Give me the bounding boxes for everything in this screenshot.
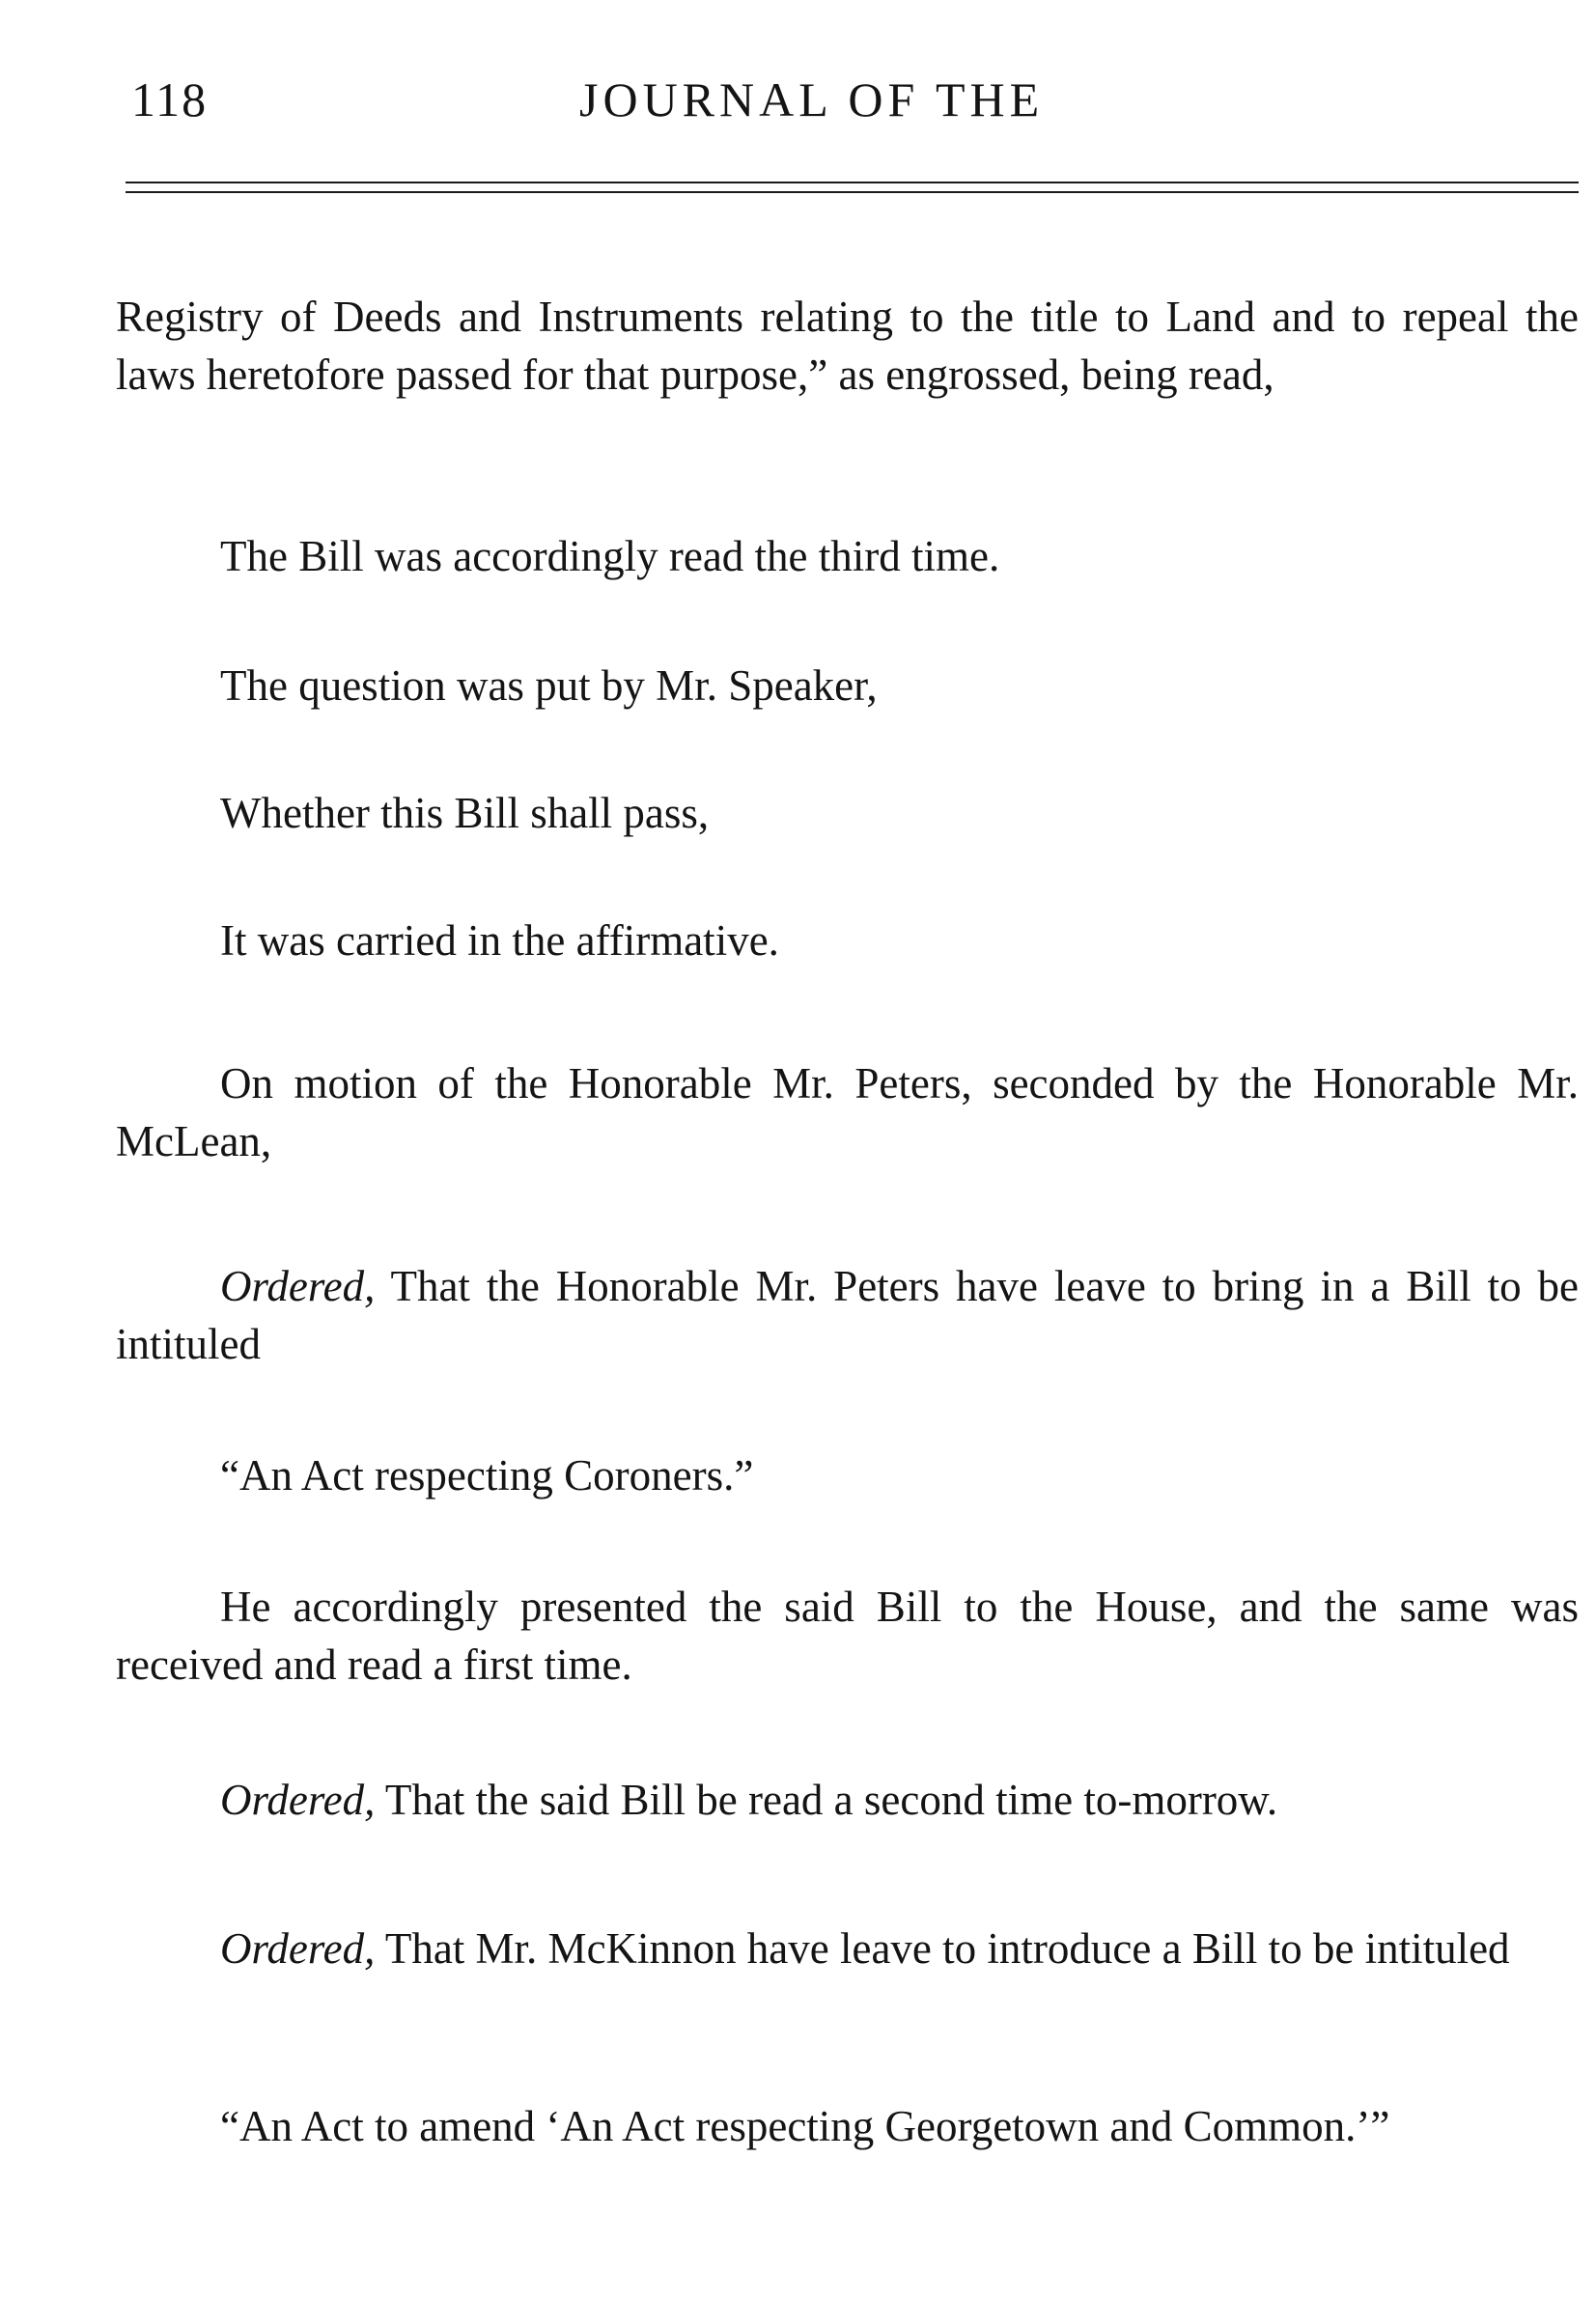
ordered-italic: Ordered, <box>220 1262 376 1310</box>
paragraph-third-reading: The Bill was accordingly read the third time. <box>220 532 1000 580</box>
paragraph-whether-pass: Whether this Bill shall pass, <box>220 789 710 837</box>
paragraph-presented: He accordingly presented the said Bill to the House, and the same was received and read a first time. <box>116 1583 1579 1689</box>
paragraph-motion: On motion of the Honorable Mr. Peters, seconded by the Honorable Mr. McLean, <box>116 1059 1579 1165</box>
header-rule-top <box>126 182 1579 183</box>
ordered-text: That the Honorable Mr. Peters have leave to bring in a Bill to be intituled <box>116 1262 1579 1368</box>
paragraph-act-coroners: “An Act respecting Coroners.” <box>220 1451 754 1500</box>
running-head: JOURNAL OF THE <box>579 72 1045 126</box>
paragraph-ordered-mckinnon <box>116 1920 1579 1977</box>
ordered-text: That Mr. McKinnon have leave to introduce a Bill to be intituled <box>375 1924 1510 1973</box>
ordered-text: That the said Bill be read a second time to-morrow. <box>375 1776 1278 1824</box>
page-number: 118 <box>131 72 209 126</box>
paragraph-affirmative: It was carried in the affirmative. <box>220 916 779 965</box>
paragraph-ordered-peters <box>116 1257 1579 1373</box>
ordered-italic: Ordered, <box>220 1776 376 1824</box>
header-rule-bottom <box>126 191 1579 193</box>
paragraph-ordered-second-time <box>116 1771 1579 1829</box>
paragraph-act-georgetown: “An Act to amend ‘An Act respecting Georgetown and Common.’” <box>220 2102 1390 2150</box>
paragraph-registry: Registry of Deeds and Instruments relating to the title to Land and to repeal the laws heretofore passed for that purpose,” as engrossed, being read, <box>116 293 1579 399</box>
paragraph-question-put: The question was put by Mr. Speaker, <box>220 661 878 710</box>
ordered-italic: Ordered, <box>220 1924 376 1973</box>
